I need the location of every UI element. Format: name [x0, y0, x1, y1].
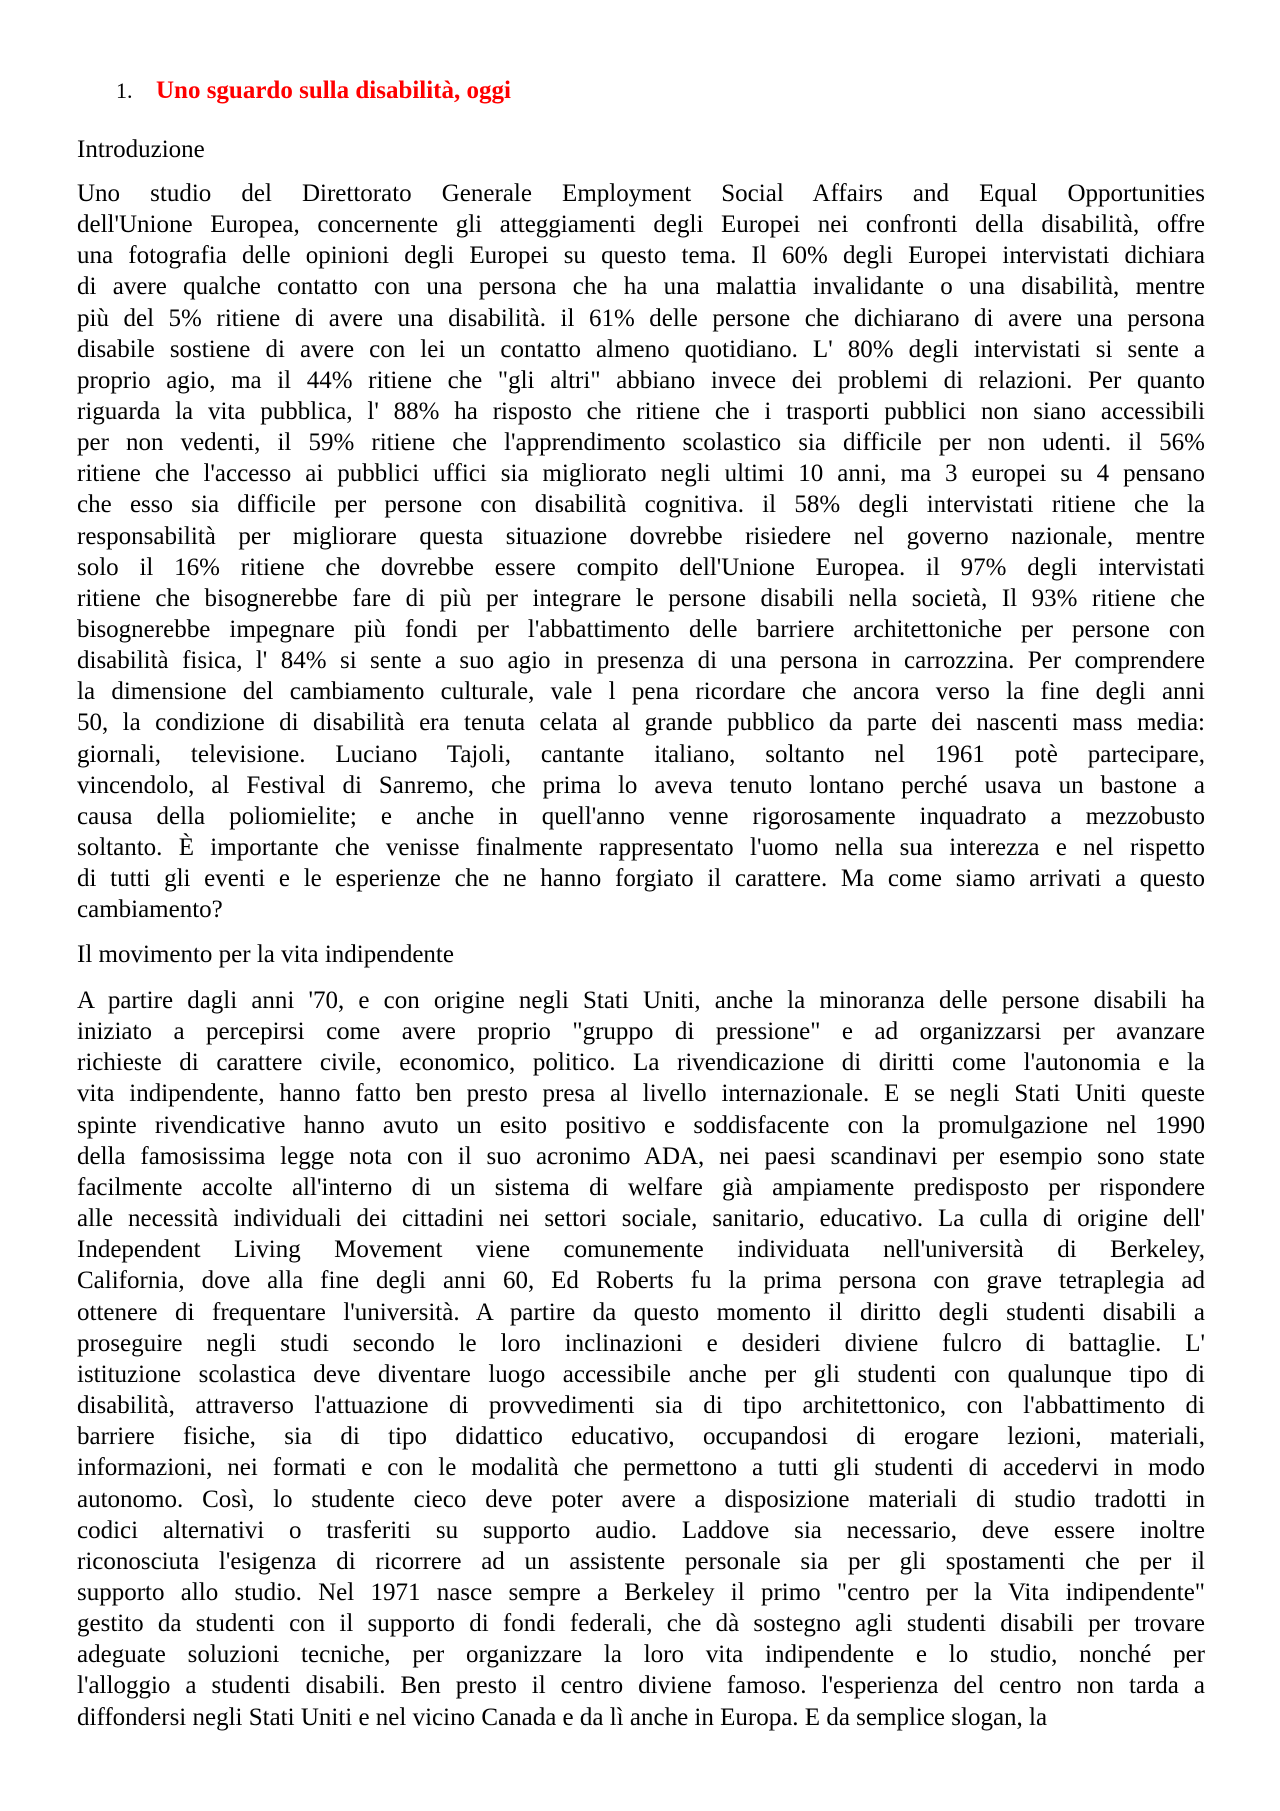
- paragraph-line: informazioni, nei formati e con le modalità che permettono a tutti gli studenti di accedervi in modo: [77, 1454, 1205, 1482]
- paragraph-line: ottenere di frequentare l'università. A partire da questo momento il diritto degli studenti disabili a: [77, 1298, 1205, 1326]
- paragraph-line: di avere qualche contatto con una persona che ha una malattia invalidante o una disabilità, mentre: [77, 273, 1205, 301]
- paragraph-line: soltanto. È importante che venisse finalmente rappresentato l'uomo nella sua interezza e nel rispetto: [77, 833, 1205, 861]
- paragraph-line: spinte rivendicative hanno avuto un esito positivo e soddisfacente con la promulgazione nel 1990: [77, 1111, 1205, 1139]
- paragraph-line: ritiene che l'accesso ai pubblici uffici sia migliorato negli ultimi 10 anni, ma 3 europei su 4 pensano: [77, 460, 1205, 488]
- paragraph-line: alle necessità individuali dei cittadini nei settori sociale, sanitario, educativo. La culla di origine dell': [77, 1205, 1205, 1233]
- paragraph-line: California, dove alla fine degli anni 60, Ed Roberts fu la prima persona con grave tetraplegia ad: [77, 1267, 1205, 1295]
- paragraph-line: la dimensione del cambiamento culturale, vale l pena ricordare che ancora verso la fine degli anni: [77, 678, 1205, 706]
- paragraph-vita-indipendente: [77, 985, 1205, 1733]
- paragraph-line: gestito da studenti con il supporto di fondi federali, che dà sostegno agli studenti disabili per trovare: [77, 1610, 1205, 1638]
- paragraph-line: della famosissima legge nota con il suo acronimo ADA, nei paesi scandinavi per esempio sono state: [77, 1142, 1205, 1170]
- paragraph-line: adeguate soluzioni tecniche, per organizzare la loro vita indipendente e lo studio, nonché per: [77, 1641, 1205, 1669]
- paragraph-introduzione: [77, 178, 1205, 925]
- paragraph-line: 50, la condizione di disabilità era tenuta celata al grande pubblico da parte dei nascenti mass media:: [77, 709, 1205, 737]
- paragraph-line: vita indipendente, hanno fatto ben presto presa al livello internazionale. E se negli Stati Uniti queste: [77, 1080, 1205, 1108]
- paragraph-line: proprio agio, ma il 44% ritiene che "gli altri" abbiano invece dei problemi di relazioni. Per quanto: [77, 366, 1205, 394]
- paragraph-line: barriere fisiche, sia di tipo didattico educativo, occupandosi di erogare lezioni, materiali,: [77, 1423, 1205, 1451]
- paragraph-line: di tutti gli eventi e le esperienze che ne hanno forgiato il carattere. Ma come siamo arrivati a questo: [77, 865, 1205, 893]
- paragraph-line: che esso sia difficile per persone con disabilità cognitiva. il 58% degli intervistati ritiene che la: [77, 491, 1205, 519]
- section-title-vita-indipendente: Il movimento per la vita indipendente: [77, 941, 454, 968]
- paragraph-line: codici alternativi o trasferiti su supporto audio. Laddove sia necessario, deve essere inoltre: [77, 1516, 1205, 1544]
- paragraph-line: riguarda la vita pubblica, l' 88% ha risposto che ritiene che i trasporti pubblici non siano accessibili: [77, 397, 1205, 425]
- paragraph-line: disabilità, attraverso l'attuazione di provvedimenti sia di tipo architettonico, con l'abbattimento di: [77, 1392, 1205, 1420]
- paragraph-line: responsabilità per migliorare questa situazione dovrebbe risiedere nel governo nazionale, mentre: [77, 522, 1205, 550]
- paragraph-line: proseguire negli studi secondo le loro inclinazioni e desideri diviene fulcro di battaglie. L': [77, 1329, 1205, 1357]
- paragraph-line: l'alloggio a studenti disabili. Ben presto il centro diviene famoso. l'esperienza del centro non tarda a: [77, 1672, 1205, 1700]
- section-title-introduzione: Introduzione: [77, 136, 205, 163]
- paragraph-line: causa della poliomielite; e anche in quell'anno venne rigorosamente inquadrato a mezzobusto: [77, 802, 1205, 830]
- paragraph-line: richieste di carattere civile, economico, politico. La rivendicazione di diritti come l'autonomia e la: [77, 1049, 1205, 1077]
- chapter-title: Uno sguardo sulla disabilità, oggi: [156, 77, 511, 104]
- paragraph-line: cambiamento?: [77, 896, 223, 924]
- paragraph-line: autonomo. Così, lo studente cieco deve poter avere a disposizione materiali di studio tradotti in: [77, 1485, 1205, 1513]
- paragraph-line: Uno studio del Direttorato Generale Employment Social Affairs and Equal Opportunities: [77, 180, 1205, 207]
- paragraph-line: vincendolo, al Festival di Sanremo, che prima lo aveva tenuto lontano perché usava un bastone a: [77, 771, 1205, 799]
- paragraph-line: dell'Unione Europea, concernente gli atteggiamenti degli Europei nei confronti della disabilità, offre: [77, 211, 1205, 239]
- paragraph-line: supporto allo studio. Nel 1971 nasce sempre a Berkeley il primo "centro per la Vita indipendente": [77, 1578, 1205, 1606]
- paragraph-line: giornali, televisione. Luciano Tajoli, cantante italiano, soltanto nel 1961 potè partecipare,: [77, 740, 1205, 768]
- paragraph-line: una fotografia delle opinioni degli Europei su questo tema. Il 60% degli Europei intervistati dichiara: [77, 242, 1205, 270]
- paragraph-line: iniziato a percepirsi come avere proprio "gruppo di pressione" e ad organizzarsi per avanzare: [77, 1018, 1205, 1046]
- chapter-heading: [116, 76, 511, 106]
- paragraph-line: disabile sostiene di avere con lei un contatto almeno quotidiano. L' 80% degli intervistati si sente a: [77, 335, 1205, 363]
- paragraph-line: per non vedenti, il 59% ritiene che l'apprendimento scolastico sia difficile per non udenti. il 56%: [77, 429, 1205, 457]
- paragraph-line: bisognerebbe impegnare più fondi per l'abbattimento delle barriere architettoniche per persone con: [77, 615, 1205, 643]
- paragraph-line: diffondersi negli Stati Uniti e nel vicino Canada e da lì anche in Europa. E da semplice slogan, la: [77, 1703, 1048, 1731]
- paragraph-line: facilmente accolte all'interno di un sistema di welfare già ampiamente predisposto per rispondere: [77, 1173, 1205, 1201]
- paragraph-line: più del 5% ritiene di avere una disabilità. il 61% delle persone che dichiarano di avere una persona: [77, 304, 1205, 332]
- paragraph-line: solo il 16% ritiene che dovrebbe essere compito dell'Unione Europea. il 97% degli intervistati: [77, 553, 1205, 581]
- paragraph-line: A partire dagli anni '70, e con origine negli Stati Uniti, anche la minoranza delle persone disabili ha: [77, 987, 1205, 1014]
- paragraph-line: disabilità fisica, l' 84% si sente a suo agio in presenza di una persona in carrozzina. Per comprendere: [77, 647, 1205, 675]
- paragraph-line: istituzione scolastica deve diventare luogo accessibile anche per gli studenti con qualunque tipo di: [77, 1360, 1205, 1388]
- chapter-number: 1.: [116, 78, 133, 103]
- paragraph-line: Independent Living Movement viene comunemente individuata nell'università di Berkeley,: [77, 1236, 1205, 1264]
- paragraph-line: riconosciuta l'esigenza di ricorrere ad un assistente personale sia per gli spostamenti che per il: [77, 1547, 1205, 1575]
- paragraph-line: ritiene che bisognerebbe fare di più per integrare le persone disabili nella società, Il 93% ritiene che: [77, 584, 1205, 612]
